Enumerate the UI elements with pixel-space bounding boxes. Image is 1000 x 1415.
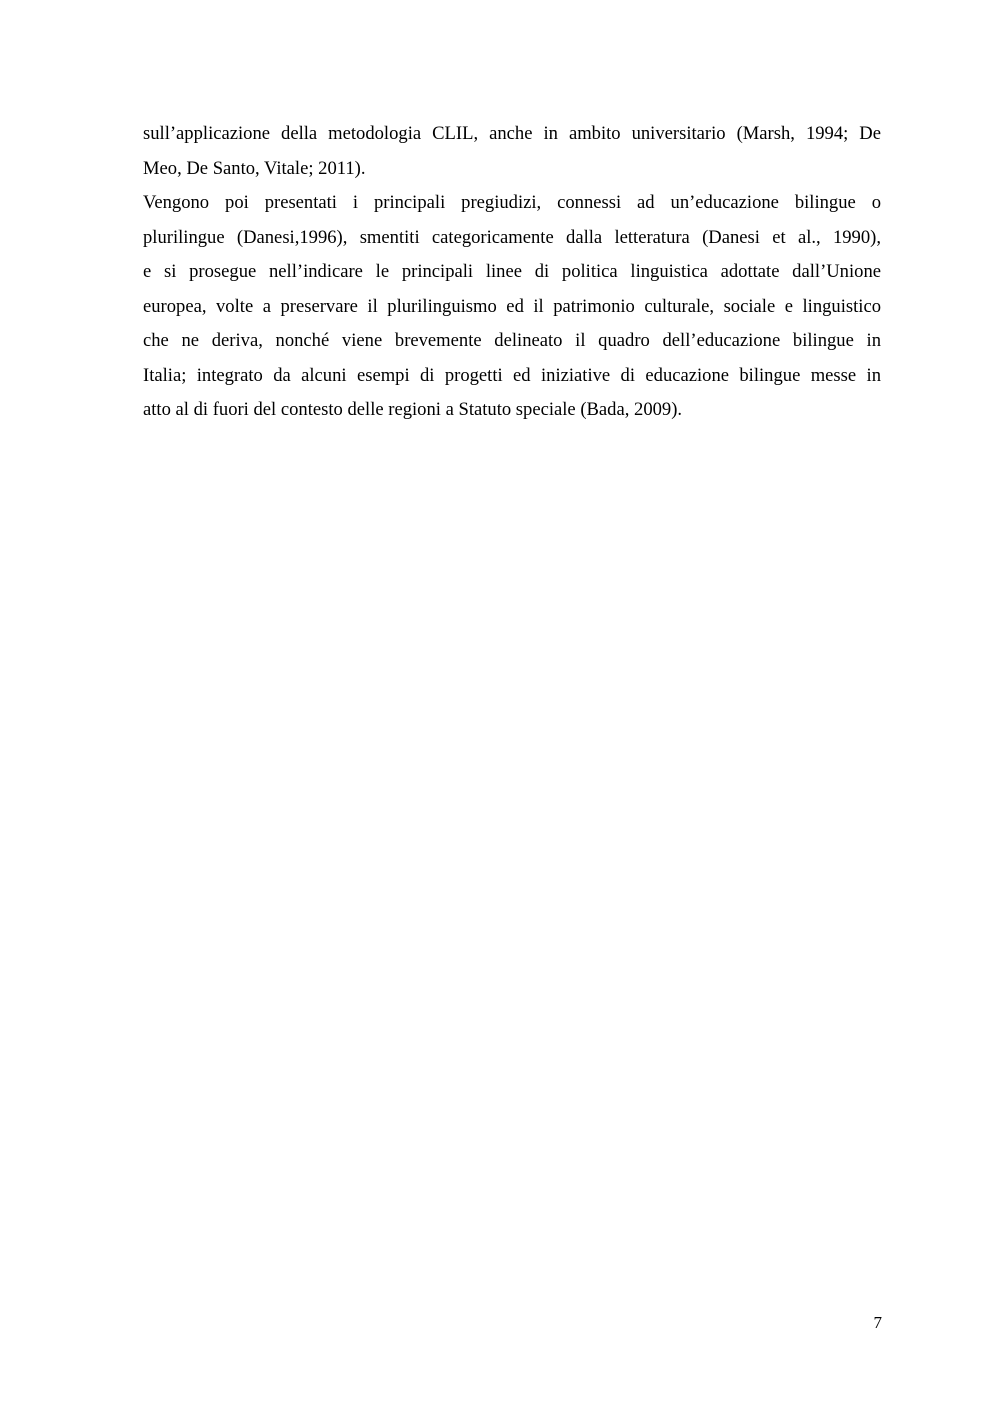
text-line: che ne deriva, nonché viene brevemente delineato il quadro dell’educazione bilingue in — [143, 330, 881, 351]
text-line: Meo, De Santo, Vitale; 2011). — [143, 157, 366, 179]
paragraph — [143, 117, 881, 186]
text-line: plurilingue (Danesi,1996), smentiti categoricamente dalla letteratura (Danesi et al., 1990), — [143, 226, 881, 248]
body-text — [143, 117, 881, 428]
page-number: 7 — [873, 1313, 882, 1332]
text-line: e si prosegue nell’indicare le principali linee di politica linguistica adottate dall’Unione — [143, 261, 881, 282]
text-line: europea, volte a preservare il plurilinguismo ed il patrimonio culturale, sociale e linguistico — [143, 295, 881, 317]
text-line: Vengono poi presentati i principali pregiudizi, connessi ad un’educazione bilingue o — [143, 192, 881, 213]
paragraph — [143, 186, 881, 428]
text-line: atto al di fuori del contesto delle regioni a Statuto speciale (Bada, 2009). — [143, 399, 683, 420]
text-line: sull’applicazione della metodologia CLIL, anche in ambito universitario (Marsh, 1994; De — [143, 123, 881, 144]
text-line: Italia; integrato da alcuni esempi di progetti ed iniziative di educazione bilingue messe in — [143, 364, 881, 386]
